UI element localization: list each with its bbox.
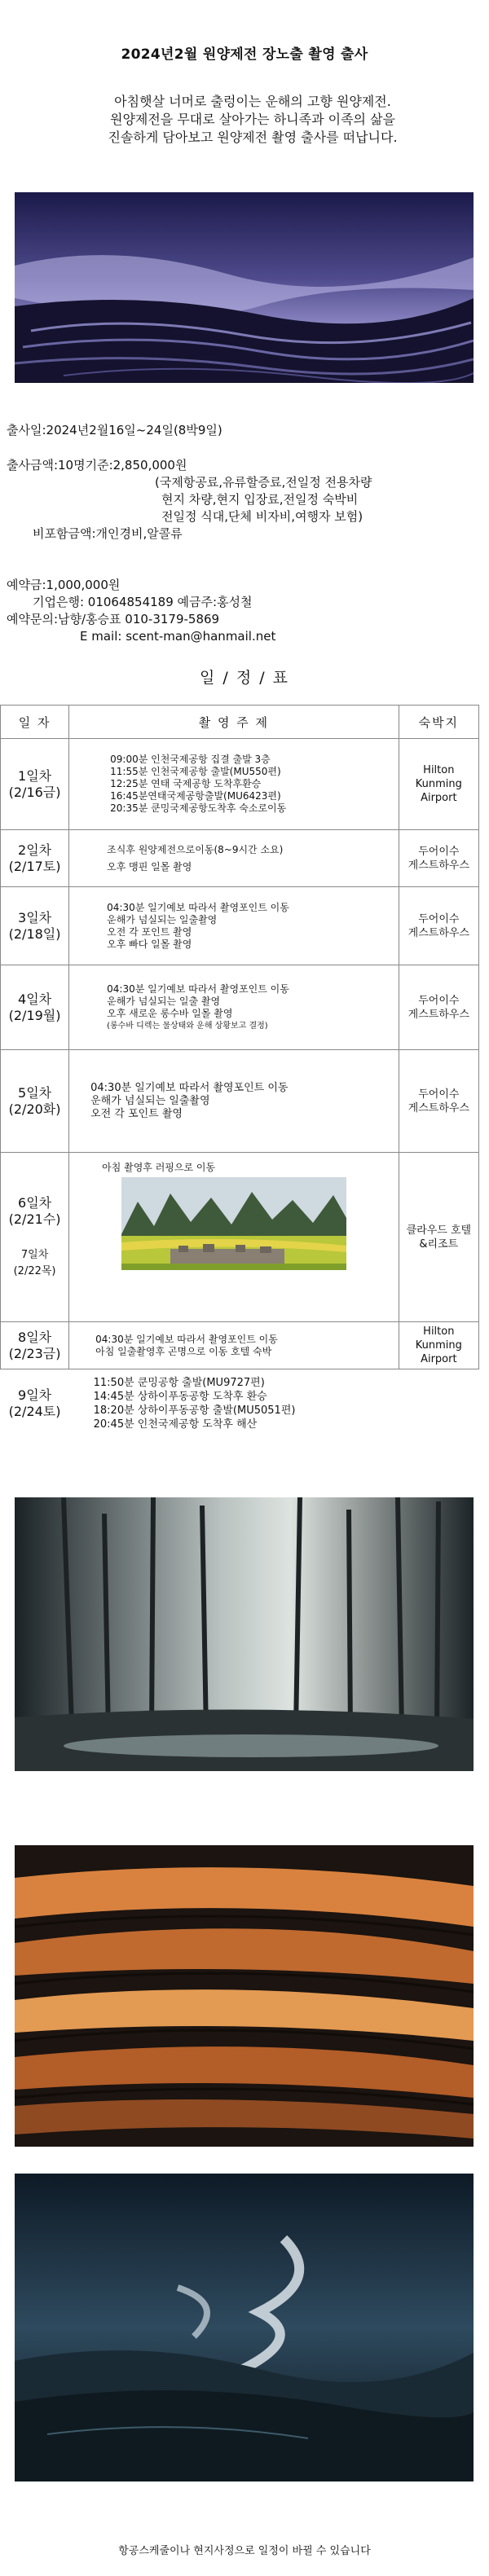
schedule-table [0,705,479,1438]
price-include-line: (국제항공료,유류할증료,전일정 전용차량 [155,475,372,490]
intro-text [49,93,456,147]
day-cell: 4일차 (2/19월) [1,965,69,1050]
content-cell: 09:00분 인천국제공항 집결 출발 3층 11:55분 인천국제공항 출발(MU550편) 12:25분 연태 국제공항 도착후환승 16:45분연태국제공항출발(MU6423편) 20:35분 쿤밍국제공항도착후 숙소로이동 [69,739,399,830]
trip-price-block [7,457,372,543]
table-header-row [1,706,479,739]
content-cell: 04:30분 일기예보 따라서 촬영포인트 이동 운해가 넘실되는 일출촬영 오전 각 포인트 촬영 오후 빠다 일몰 촬영 [69,887,399,965]
header-content: 촬 영 주 제 [69,706,399,739]
contact-phone: 예약문의:남향/홍승표 010-3179-5869 [7,612,220,626]
day-cell: 1일차 (2/16금) [1,739,69,830]
reservation-block [7,577,275,645]
price-exclude: 비포함금액:개인경비,알콜류 [33,526,183,541]
stay-cell: 두어이수 게스트하우스 [399,965,478,1050]
day-cell: 2일차 (2/17토) [1,830,69,887]
content-cell: 아침 촬영후 러핑으로 이동 [69,1153,399,1322]
page-title: 2024년2월 원양제전 장노출 촬영 출사 [121,46,368,63]
intro-line: 진솔하게 담아보고 원양제전 촬영 출사를 떠납니다. [108,130,398,145]
content-cell: 04:30분 일기예보 따라서 촬영포인트 이동 운해가 넘실되는 일출촬영 오전 각 포인트 촬영 [69,1050,399,1153]
table-row [1,830,479,887]
stay-cell: Hilton Kunming Airport [399,1322,478,1369]
day-cell: 8일차 (2/23금) [1,1322,69,1369]
trip-date: 출사일:2024년2월16일~24일(8박9일) [7,423,222,437]
table-row [1,739,479,830]
price-include-line: 전일정 식대,단체 비자비,여행자 보험) [161,509,363,524]
header-day: 일 자 [1,706,69,739]
table-row [1,965,479,1050]
day-cell: 3일차 (2/18일) [1,887,69,965]
day-cell: 6일차 (2/21수) 7일차 (2/22목) [1,1153,69,1322]
terrace-photo-2 [15,1845,474,2147]
table-row [1,1322,479,1369]
contact-email: E mail: scent-man@hanmail.net [80,629,276,644]
trip-price: 출사금액:10명기준:2,850,000원 [7,458,187,473]
bank-account: 기업은행: 01064854189 예금주:홍성철 [33,595,253,609]
stay-cell: 두어이수 게스트하우스 [399,830,478,887]
content-cell: 04:30분 일기예보 따라서 촬영포인트 이동 운해가 넘실되는 일출 촬영 오후 새로운 롱수바 일몰 촬영 (롱수바 디렉는 물상태와 운해 상황보고 결정) [69,965,399,1050]
stay-cell: 클라우드 호텔 &리조트 [399,1153,478,1322]
table-row [1,1050,479,1153]
intro-line: 아침햇살 너머로 출렁이는 운해의 고향 원양제전. [114,94,391,109]
stay-cell: 두어이수 게스트하우스 [399,1050,478,1153]
table-row [1,1369,479,1438]
content-cell: 04:30분 일기예보 따라서 촬영포인트 이동 아침 일출촬영후 곤명으로 이동 호텔 숙박 [69,1322,399,1369]
deposit: 예약금:1,000,000원 [7,578,121,592]
footer-notice: 항공스케줄이나 현지사정으로 일정이 바뀔 수 있습니다 [118,2545,371,2557]
header-stay: 숙박지 [399,706,478,739]
terrace-photo-1 [15,192,474,383]
luoping-photo [121,1177,346,1270]
day-cell: 9일차 (2/24토) [8,1387,61,1419]
schedule-title: 일 / 정 / 표 [199,669,290,687]
price-include-line: 현지 차량,현지 입장료,전일정 숙박비 [161,492,359,507]
content-cell: 11:50분 쿤밍공항 출발(MU9727편) 14:45분 상하이푸동공항 도착후 환승 18:20분 상하이푸동공항 출발(MU5051편) 20:45분 인천국제공항 도착후 해산 [93,1376,296,1431]
table-row [1,1153,479,1322]
intro-line: 원양제전을 무대로 살아가는 하니족과 이족의 삶을 [109,112,395,127]
stay-cell [399,1369,478,1438]
stay-cell: Hilton Kunming Airport [399,739,478,830]
trip-info [7,422,222,439]
table-row [1,887,479,965]
day-cell: 5일차 (2/20화) [1,1050,69,1153]
content-cell: 조식후 원양제전으로이동(8~9시간 소요) 오후 맹핀 일몰 촬영 [69,830,399,887]
forest-photo [15,1497,474,1771]
stay-cell: 두어이수 게스트하우스 [399,887,478,965]
valley-photo [15,2174,474,2481]
